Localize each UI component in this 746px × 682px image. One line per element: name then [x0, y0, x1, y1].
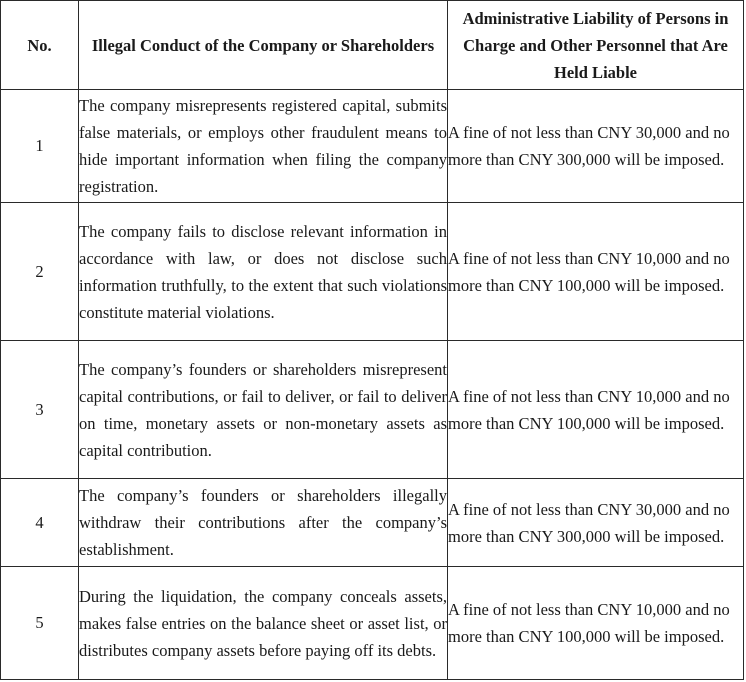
conduct-cell: The company’s founders or shareholders misrepresent capital contributions, or fail to deliver, or fail to deliver on time, monetary assets or non-monetary assets as capital contribution. [79, 341, 448, 479]
conduct-cell: The company’s founders or shareholders illegally withdraw their contributions after the company’s establishment. [79, 479, 448, 567]
row-number: 1 [1, 90, 79, 203]
table-row [1, 90, 744, 203]
liability-cell: A fine of not less than CNY 10,000 and no more than CNY 100,000 will be imposed. [448, 567, 744, 680]
table-row [1, 341, 744, 479]
row-number: 4 [1, 479, 79, 567]
header-illegal-conduct: Illegal Conduct of the Company or Shareholders [79, 1, 448, 90]
liability-cell: A fine of not less than CNY 30,000 and no more than CNY 300,000 will be imposed. [448, 90, 744, 203]
table-header [1, 1, 744, 90]
header-row [1, 1, 744, 90]
row-number: 2 [1, 203, 79, 341]
table-body [1, 90, 744, 680]
table-row [1, 479, 744, 567]
header-administrative-liability: Administrative Liability of Persons in Charge and Other Personnel that Are Held Liable [448, 1, 744, 90]
table-row [1, 567, 744, 680]
header-no: No. [1, 1, 79, 90]
conduct-cell: During the liquidation, the company conceals assets, makes false entries on the balance sheet or asset list, or distributes company assets before paying off its debts. [79, 567, 448, 680]
conduct-cell: The company fails to disclose relevant information in accordance with law, or does not disclose such information truthfully, to the extent that such violations constitute material violations. [79, 203, 448, 341]
table-row [1, 203, 744, 341]
row-number: 5 [1, 567, 79, 680]
conduct-cell: The company misrepresents registered capital, submits false materials, or employs other fraudulent means to hide important information when filing the company registration. [79, 90, 448, 203]
liability-cell: A fine of not less than CNY 10,000 and no more than CNY 100,000 will be imposed. [448, 341, 744, 479]
liability-cell: A fine of not less than CNY 30,000 and no more than CNY 300,000 will be imposed. [448, 479, 744, 567]
row-number: 3 [1, 341, 79, 479]
liability-cell: A fine of not less than CNY 10,000 and no more than CNY 100,000 will be imposed. [448, 203, 744, 341]
